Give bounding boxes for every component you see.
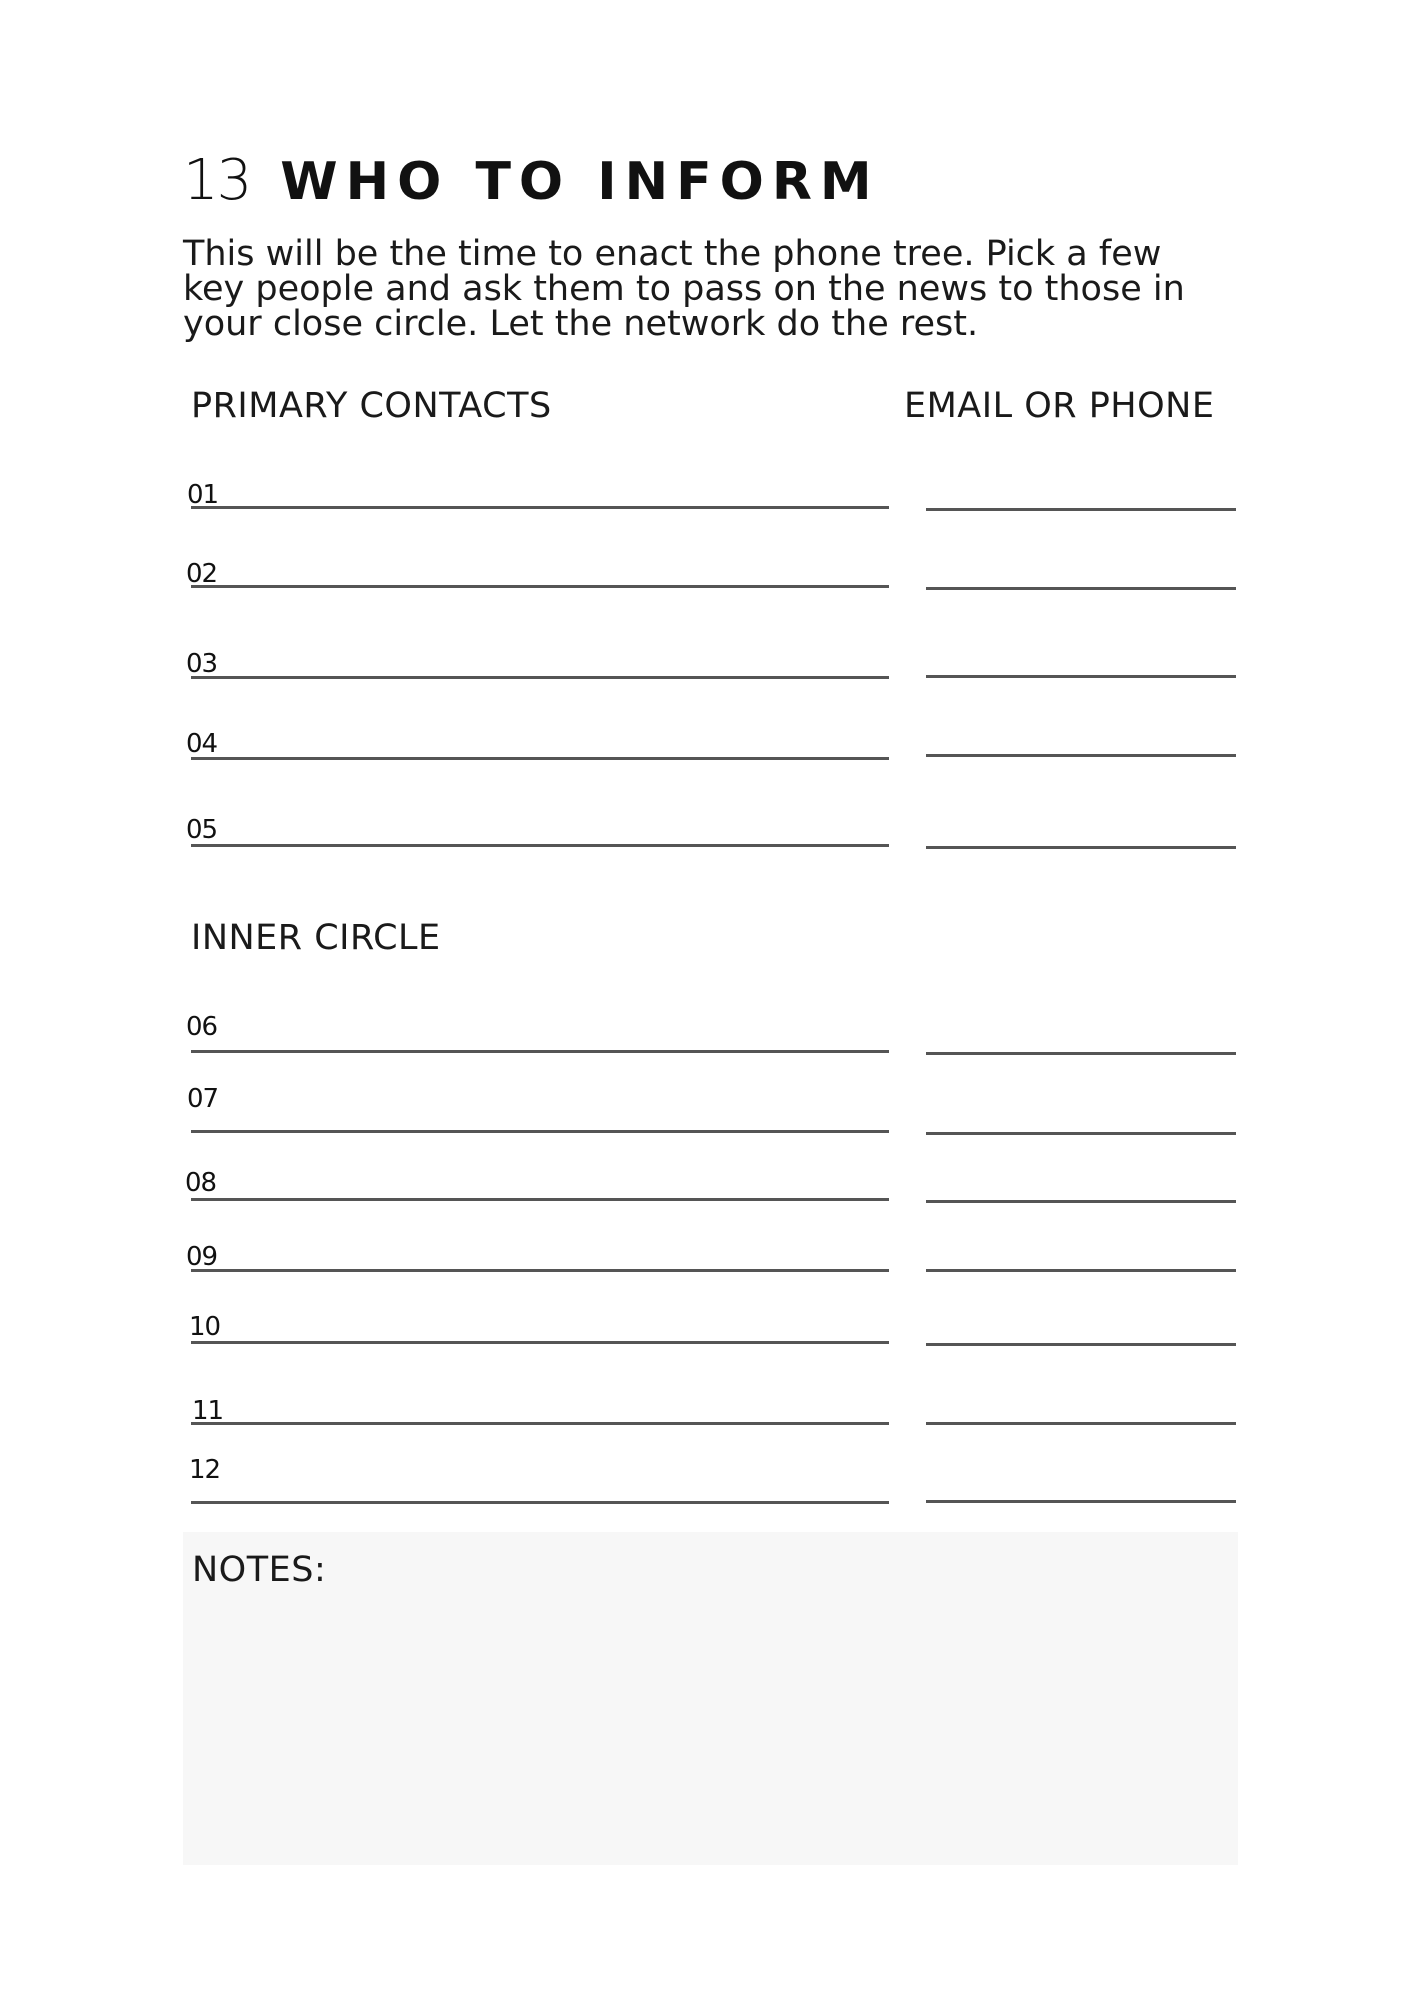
contact-field-line[interactable] (926, 846, 1236, 849)
page-title: WHO TO INFORM (280, 152, 880, 212)
contact-field-line[interactable] (926, 1269, 1236, 1272)
entry-number: 07 (187, 1084, 219, 1114)
contact-field-line[interactable] (926, 1422, 1236, 1425)
section-number: 13 (183, 148, 251, 213)
email-or-phone-header: EMAIL OR PHONE (904, 386, 1215, 426)
entry-number: 02 (186, 559, 218, 589)
entry-number: 12 (189, 1455, 221, 1485)
entry-number: 08 (185, 1168, 217, 1198)
name-field-line[interactable] (191, 757, 889, 760)
entry-number: 11 (192, 1396, 224, 1426)
name-field-line[interactable] (191, 1130, 889, 1133)
contact-field-line[interactable] (926, 1052, 1236, 1055)
intro-line-2: key people and ask them to pass on the news to those in (183, 269, 1185, 309)
contact-field-line[interactable] (926, 1500, 1236, 1503)
contact-field-line[interactable] (926, 675, 1236, 678)
intro-line-1: This will be the time to enact the phone tree. Pick a few (183, 234, 1162, 274)
page-heading (183, 148, 880, 213)
contact-field-line[interactable] (926, 508, 1236, 511)
name-field-line[interactable] (191, 1269, 889, 1272)
name-field-line[interactable] (191, 585, 889, 588)
contact-field-line[interactable] (926, 587, 1236, 590)
name-field-line[interactable] (191, 1198, 889, 1201)
contact-field-line[interactable] (926, 1200, 1236, 1203)
contact-field-line[interactable] (926, 1343, 1236, 1346)
name-field-line[interactable] (191, 1341, 889, 1344)
name-field-line[interactable] (191, 844, 889, 847)
entry-number: 05 (186, 815, 218, 845)
name-field-line[interactable] (191, 676, 889, 679)
entry-number: 03 (186, 649, 218, 679)
entry-number: 09 (186, 1242, 218, 1272)
notes-area[interactable] (183, 1532, 1238, 1865)
inner-circle-header: INNER CIRCLE (191, 918, 441, 958)
name-field-line[interactable] (191, 1422, 889, 1425)
intro-line-3: your close circle. Let the network do the rest. (183, 304, 979, 344)
notes-label: NOTES: (192, 1550, 327, 1590)
contact-field-line[interactable] (926, 1132, 1236, 1135)
contact-field-line[interactable] (926, 754, 1236, 757)
entry-number: 10 (189, 1312, 221, 1342)
name-field-line[interactable] (191, 1050, 889, 1053)
name-field-line[interactable] (191, 1501, 889, 1504)
entry-number: 06 (186, 1012, 218, 1042)
entry-number: 01 (187, 480, 219, 510)
entry-number: 04 (186, 729, 218, 759)
intro-text (183, 234, 1263, 344)
primary-contacts-header: PRIMARY CONTACTS (191, 386, 552, 426)
name-field-line[interactable] (191, 506, 889, 509)
